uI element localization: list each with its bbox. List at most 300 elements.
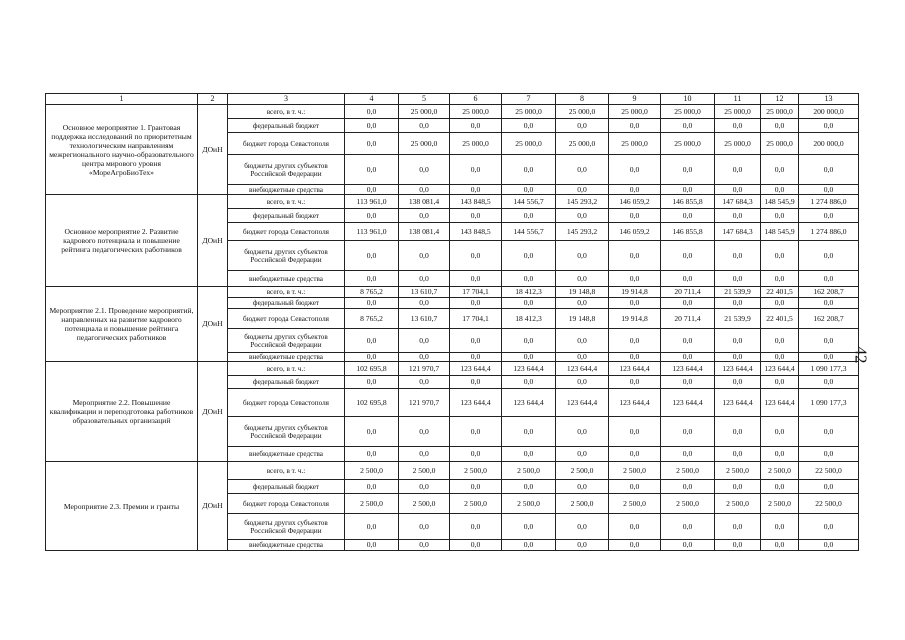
amount-cell: 0,0 [345, 447, 399, 462]
amount-cell: 2 500,0 [715, 462, 761, 480]
amount-cell: 0,0 [450, 376, 502, 389]
amount-cell: 2 500,0 [399, 462, 450, 480]
amount-cell: 0,0 [399, 185, 450, 195]
amount-cell: 1 274 886,0 [799, 223, 859, 241]
amount-cell: 0,0 [502, 417, 556, 447]
amount-cell: 121 970,7 [399, 389, 450, 417]
amount-cell: 25 000,0 [556, 105, 609, 119]
amount-cell: 148 545,9 [761, 195, 799, 209]
amount-cell: 0,0 [799, 376, 859, 389]
amount-cell: 146 059,2 [609, 223, 661, 241]
amount-cell: 0,0 [556, 447, 609, 462]
funding-source: внебюджетные средства [228, 185, 345, 195]
amount-cell: 0,0 [799, 514, 859, 540]
amount-cell: 0,0 [450, 241, 502, 271]
amount-cell: 0,0 [761, 209, 799, 223]
amount-cell: 0,0 [799, 329, 859, 353]
column-number: 11 [715, 94, 761, 105]
amount-cell: 123 644,4 [556, 389, 609, 417]
amount-cell: 0,0 [345, 209, 399, 223]
amount-cell: 146 855,8 [661, 223, 715, 241]
amount-cell: 0,0 [609, 155, 661, 185]
amount-cell: 0,0 [661, 540, 715, 551]
amount-cell: 0,0 [502, 540, 556, 551]
funding-source: федеральный бюджет [228, 480, 345, 494]
amount-cell: 0,0 [450, 447, 502, 462]
amount-cell: 25 000,0 [761, 133, 799, 155]
amount-cell: 0,0 [399, 480, 450, 494]
amount-cell: 0,0 [715, 480, 761, 494]
amount-cell: 162 208,7 [799, 309, 859, 329]
amount-cell: 0,0 [345, 133, 399, 155]
funding-source: бюджеты других субъектов Российской Федерации [228, 329, 345, 353]
budget-table [45, 93, 859, 551]
amount-cell: 0,0 [609, 329, 661, 353]
amount-cell: 0,0 [609, 514, 661, 540]
amount-cell: 0,0 [345, 353, 399, 362]
amount-cell: 2 500,0 [502, 494, 556, 514]
amount-cell: 0,0 [556, 480, 609, 494]
amount-cell: 0,0 [661, 376, 715, 389]
amount-cell: 8 765,2 [345, 309, 399, 329]
amount-cell: 144 556,7 [502, 223, 556, 241]
amount-cell: 0,0 [661, 209, 715, 223]
amount-cell: 20 711,4 [661, 309, 715, 329]
amount-cell: 0,0 [799, 241, 859, 271]
amount-cell: 123 644,4 [502, 362, 556, 376]
amount-cell: 0,0 [502, 329, 556, 353]
amount-cell: 0,0 [609, 185, 661, 195]
amount-cell: 0,0 [761, 298, 799, 309]
amount-cell: 123 644,4 [450, 389, 502, 417]
funding-source: внебюджетные средства [228, 540, 345, 551]
amount-cell: 0,0 [556, 271, 609, 287]
amount-cell: 121 970,7 [399, 362, 450, 376]
amount-cell: 0,0 [715, 298, 761, 309]
table-row [46, 462, 859, 480]
column-number: 9 [609, 94, 661, 105]
amount-cell: 0,0 [715, 271, 761, 287]
amount-cell: 0,0 [799, 480, 859, 494]
funding-source: бюджеты других субъектов Российской Федерации [228, 241, 345, 271]
amount-cell: 2 500,0 [715, 494, 761, 514]
funding-source: федеральный бюджет [228, 376, 345, 389]
amount-cell: 0,0 [556, 514, 609, 540]
amount-cell: 0,0 [661, 353, 715, 362]
amount-cell: 0,0 [345, 271, 399, 287]
amount-cell: 123 644,4 [609, 389, 661, 417]
amount-cell: 102 695,8 [345, 362, 399, 376]
amount-cell: 148 545,9 [761, 223, 799, 241]
amount-cell: 8 765,2 [345, 287, 399, 298]
amount-cell: 0,0 [799, 209, 859, 223]
amount-cell: 25 000,0 [556, 133, 609, 155]
amount-cell: 21 539,9 [715, 287, 761, 298]
funding-source: бюджеты других субъектов Российской Федерации [228, 417, 345, 447]
amount-cell: 2 500,0 [399, 494, 450, 514]
amount-cell: 0,0 [556, 329, 609, 353]
amount-cell: 0,0 [715, 417, 761, 447]
funding-source: федеральный бюджет [228, 298, 345, 309]
amount-cell: 0,0 [799, 540, 859, 551]
amount-cell: 25 000,0 [450, 133, 502, 155]
amount-cell: 25 000,0 [502, 105, 556, 119]
activity-name: Мероприятие 2.3. Премии и гранты [46, 462, 198, 551]
amount-cell: 2 500,0 [761, 494, 799, 514]
amount-cell: 0,0 [661, 480, 715, 494]
amount-cell: 123 644,4 [556, 362, 609, 376]
amount-cell: 25 000,0 [609, 133, 661, 155]
amount-cell: 0,0 [345, 376, 399, 389]
amount-cell: 0,0 [399, 155, 450, 185]
amount-cell: 0,0 [399, 271, 450, 287]
amount-cell: 145 293,2 [556, 195, 609, 209]
funding-source: всего, в т. ч.: [228, 105, 345, 119]
amount-cell: 0,0 [345, 119, 399, 133]
amount-cell: 0,0 [399, 514, 450, 540]
amount-cell: 2 500,0 [556, 462, 609, 480]
amount-cell: 0,0 [799, 353, 859, 362]
executor: ДОиН [198, 462, 228, 551]
amount-cell: 19 148,8 [556, 309, 609, 329]
amount-cell: 147 684,3 [715, 223, 761, 241]
executor: ДОиН [198, 195, 228, 287]
amount-cell: 162 208,7 [799, 287, 859, 298]
amount-cell: 0,0 [761, 480, 799, 494]
amount-cell: 22 500,0 [799, 462, 859, 480]
amount-cell: 0,0 [502, 447, 556, 462]
funding-source: бюджет города Севастополя [228, 309, 345, 329]
amount-cell: 2 500,0 [556, 494, 609, 514]
amount-cell: 0,0 [556, 376, 609, 389]
amount-cell: 123 644,4 [761, 362, 799, 376]
amount-cell: 25 000,0 [399, 105, 450, 119]
amount-cell: 0,0 [556, 241, 609, 271]
amount-cell: 0,0 [450, 185, 502, 195]
amount-cell: 22 500,0 [799, 494, 859, 514]
amount-cell: 0,0 [799, 185, 859, 195]
amount-cell: 146 855,8 [661, 195, 715, 209]
funding-source: бюджет города Севастополя [228, 494, 345, 514]
amount-cell: 0,0 [502, 298, 556, 309]
amount-cell: 0,0 [715, 119, 761, 133]
amount-cell: 0,0 [450, 155, 502, 185]
amount-cell: 25 000,0 [715, 105, 761, 119]
amount-cell: 0,0 [609, 271, 661, 287]
funding-source: внебюджетные средства [228, 271, 345, 287]
amount-cell: 0,0 [715, 514, 761, 540]
amount-cell: 2 500,0 [661, 494, 715, 514]
amount-cell: 0,0 [761, 376, 799, 389]
column-number: 8 [556, 94, 609, 105]
amount-cell: 0,0 [399, 353, 450, 362]
amount-cell: 138 081,4 [399, 223, 450, 241]
amount-cell: 22 401,5 [761, 309, 799, 329]
amount-cell: 0,0 [345, 480, 399, 494]
amount-cell: 0,0 [556, 155, 609, 185]
amount-cell: 0,0 [502, 353, 556, 362]
amount-cell: 0,0 [399, 298, 450, 309]
amount-cell: 0,0 [399, 119, 450, 133]
amount-cell: 123 644,4 [450, 362, 502, 376]
amount-cell: 0,0 [502, 376, 556, 389]
amount-cell: 25 000,0 [761, 105, 799, 119]
activity-name: Мероприятие 2.1. Проведение мероприятий, направленных на развитие кадрового потенциала и повышение рейтинга педагогических работников [46, 287, 198, 362]
amount-cell: 2 500,0 [450, 494, 502, 514]
amount-cell: 123 644,4 [715, 389, 761, 417]
amount-cell: 0,0 [399, 329, 450, 353]
amount-cell: 123 644,4 [761, 389, 799, 417]
amount-cell: 0,0 [450, 209, 502, 223]
column-number: 13 [799, 94, 859, 105]
amount-cell: 0,0 [345, 298, 399, 309]
amount-cell: 0,0 [761, 241, 799, 271]
funding-source: бюджет города Севастополя [228, 389, 345, 417]
amount-cell: 0,0 [556, 185, 609, 195]
amount-cell: 0,0 [761, 447, 799, 462]
amount-cell: 0,0 [345, 329, 399, 353]
amount-cell: 13 610,7 [399, 287, 450, 298]
amount-cell: 0,0 [450, 298, 502, 309]
executor: ДОиН [198, 362, 228, 462]
amount-cell: 0,0 [502, 119, 556, 133]
amount-cell: 0,0 [450, 353, 502, 362]
amount-cell: 2 500,0 [345, 462, 399, 480]
amount-cell: 0,0 [661, 447, 715, 462]
amount-cell: 0,0 [715, 353, 761, 362]
amount-cell: 0,0 [761, 119, 799, 133]
funding-source: всего, в т. ч.: [228, 195, 345, 209]
amount-cell: 0,0 [609, 417, 661, 447]
amount-cell: 0,0 [556, 119, 609, 133]
amount-cell: 2 500,0 [661, 462, 715, 480]
amount-cell: 17 704,1 [450, 309, 502, 329]
amount-cell: 0,0 [502, 155, 556, 185]
amount-cell: 145 293,2 [556, 223, 609, 241]
amount-cell: 0,0 [661, 271, 715, 287]
amount-cell: 123 644,4 [661, 389, 715, 417]
amount-cell: 0,0 [556, 298, 609, 309]
amount-cell: 0,0 [661, 329, 715, 353]
amount-cell: 0,0 [609, 353, 661, 362]
amount-cell: 0,0 [715, 447, 761, 462]
amount-cell: 0,0 [661, 514, 715, 540]
amount-cell: 1 090 177,3 [799, 389, 859, 417]
funding-source: бюджет города Севастополя [228, 133, 345, 155]
column-number: 7 [502, 94, 556, 105]
amount-cell: 0,0 [399, 417, 450, 447]
amount-cell: 25 000,0 [450, 105, 502, 119]
amount-cell: 0,0 [556, 209, 609, 223]
amount-cell: 0,0 [399, 209, 450, 223]
amount-cell: 25 000,0 [661, 133, 715, 155]
amount-cell: 0,0 [715, 540, 761, 551]
funding-source: бюджеты других субъектов Российской Федерации [228, 155, 345, 185]
amount-cell: 0,0 [450, 417, 502, 447]
amount-cell: 13 610,7 [399, 309, 450, 329]
amount-cell: 0,0 [761, 271, 799, 287]
amount-cell: 123 644,4 [502, 389, 556, 417]
amount-cell: 0,0 [761, 329, 799, 353]
amount-cell: 123 644,4 [609, 362, 661, 376]
funding-source: внебюджетные средства [228, 353, 345, 362]
amount-cell: 22 401,5 [761, 287, 799, 298]
column-number: 5 [399, 94, 450, 105]
amount-cell: 143 848,5 [450, 223, 502, 241]
amount-cell: 0,0 [661, 155, 715, 185]
amount-cell: 0,0 [715, 241, 761, 271]
amount-cell: 0,0 [502, 514, 556, 540]
amount-cell: 0,0 [799, 417, 859, 447]
amount-cell: 0,0 [345, 540, 399, 551]
amount-cell: 2 500,0 [450, 462, 502, 480]
amount-cell: 0,0 [661, 241, 715, 271]
amount-cell: 144 556,7 [502, 195, 556, 209]
amount-cell: 147 684,3 [715, 195, 761, 209]
amount-cell: 0,0 [450, 514, 502, 540]
amount-cell: 0,0 [715, 155, 761, 185]
amount-cell: 0,0 [609, 447, 661, 462]
amount-cell: 200 000,0 [799, 133, 859, 155]
amount-cell: 0,0 [450, 540, 502, 551]
amount-cell: 25 000,0 [609, 105, 661, 119]
amount-cell: 0,0 [609, 480, 661, 494]
funding-source: всего, в т. ч.: [228, 462, 345, 480]
amount-cell: 102 695,8 [345, 389, 399, 417]
amount-cell: 0,0 [345, 417, 399, 447]
amount-cell: 18 412,3 [502, 309, 556, 329]
amount-cell: 0,0 [761, 514, 799, 540]
amount-cell: 19 148,8 [556, 287, 609, 298]
amount-cell: 0,0 [799, 447, 859, 462]
amount-cell: 0,0 [761, 417, 799, 447]
amount-cell: 0,0 [609, 298, 661, 309]
amount-cell: 113 961,0 [345, 223, 399, 241]
page-number: 42 [851, 346, 871, 364]
column-number: 2 [198, 94, 228, 105]
column-number: 1 [46, 94, 198, 105]
amount-cell: 0,0 [556, 353, 609, 362]
amount-cell: 1 090 177,3 [799, 362, 859, 376]
amount-cell: 0,0 [715, 185, 761, 195]
column-number-row [46, 94, 859, 105]
amount-cell: 0,0 [715, 209, 761, 223]
amount-cell: 0,0 [345, 514, 399, 540]
amount-cell: 25 000,0 [715, 133, 761, 155]
amount-cell: 0,0 [502, 271, 556, 287]
amount-cell: 0,0 [345, 105, 399, 119]
amount-cell: 0,0 [661, 119, 715, 133]
amount-cell: 0,0 [799, 155, 859, 185]
activity-name: Мероприятие 2.2. Повышение квалификации и переподготовка работников образовательных организаций [46, 362, 198, 462]
amount-cell: 143 848,5 [450, 195, 502, 209]
table-row [46, 105, 859, 119]
amount-cell: 0,0 [556, 417, 609, 447]
amount-cell: 2 500,0 [609, 494, 661, 514]
amount-cell: 25 000,0 [502, 133, 556, 155]
amount-cell: 0,0 [399, 376, 450, 389]
funding-source: всего, в т. ч.: [228, 362, 345, 376]
amount-cell: 123 644,4 [661, 362, 715, 376]
amount-cell: 0,0 [715, 376, 761, 389]
amount-cell: 113 961,0 [345, 195, 399, 209]
amount-cell: 0,0 [761, 155, 799, 185]
amount-cell: 0,0 [609, 376, 661, 389]
amount-cell: 0,0 [450, 480, 502, 494]
amount-cell: 2 500,0 [609, 462, 661, 480]
funding-source: федеральный бюджет [228, 119, 345, 133]
executor: ДОиН [198, 287, 228, 362]
amount-cell: 0,0 [661, 298, 715, 309]
amount-cell: 0,0 [399, 241, 450, 271]
amount-cell: 0,0 [609, 209, 661, 223]
amount-cell: 0,0 [799, 298, 859, 309]
amount-cell: 0,0 [661, 185, 715, 195]
amount-cell: 19 914,8 [609, 309, 661, 329]
amount-cell: 21 539,9 [715, 309, 761, 329]
amount-cell: 25 000,0 [399, 133, 450, 155]
activity-name: Основное мероприятие 1. Грантовая поддержка исследований по приоритетным технологическим направлениям межрегионального научно-образовательного центра мирового уровня «МореАгроБиоТех» [46, 105, 198, 195]
amount-cell: 0,0 [761, 185, 799, 195]
amount-cell: 0,0 [761, 540, 799, 551]
amount-cell: 19 914,8 [609, 287, 661, 298]
amount-cell: 0,0 [450, 119, 502, 133]
amount-cell: 0,0 [399, 447, 450, 462]
amount-cell: 146 059,2 [609, 195, 661, 209]
amount-cell: 123 644,4 [715, 362, 761, 376]
table-row [46, 362, 859, 376]
activity-name: Основное мероприятие 2. Развитие кадрового потенциала и повышение рейтинга педагогических работников [46, 195, 198, 287]
amount-cell: 0,0 [450, 271, 502, 287]
amount-cell: 0,0 [345, 155, 399, 185]
amount-cell: 2 500,0 [761, 462, 799, 480]
amount-cell: 0,0 [609, 241, 661, 271]
amount-cell: 0,0 [450, 329, 502, 353]
funding-source: бюджеты других субъектов Российской Федерации [228, 514, 345, 540]
amount-cell: 0,0 [399, 540, 450, 551]
amount-cell: 0,0 [502, 209, 556, 223]
amount-cell: 0,0 [345, 241, 399, 271]
amount-cell: 0,0 [502, 480, 556, 494]
column-number: 10 [661, 94, 715, 105]
funding-source: федеральный бюджет [228, 209, 345, 223]
table-row [46, 287, 859, 298]
amount-cell: 0,0 [715, 329, 761, 353]
amount-cell: 2 500,0 [502, 462, 556, 480]
amount-cell: 0,0 [661, 417, 715, 447]
amount-cell: 18 412,3 [502, 287, 556, 298]
column-number: 4 [345, 94, 399, 105]
amount-cell: 0,0 [345, 185, 399, 195]
amount-cell: 0,0 [609, 119, 661, 133]
amount-cell: 0,0 [761, 353, 799, 362]
amount-cell: 0,0 [799, 271, 859, 287]
column-number: 3 [228, 94, 345, 105]
funding-source: всего, в т. ч.: [228, 287, 345, 298]
amount-cell: 1 274 886,0 [799, 195, 859, 209]
amount-cell: 17 704,1 [450, 287, 502, 298]
column-number: 6 [450, 94, 502, 105]
amount-cell: 0,0 [799, 119, 859, 133]
amount-cell: 138 081,4 [399, 195, 450, 209]
amount-cell: 200 000,0 [799, 105, 859, 119]
amount-cell: 0,0 [502, 185, 556, 195]
amount-cell: 20 711,4 [661, 287, 715, 298]
amount-cell: 2 500,0 [345, 494, 399, 514]
amount-cell: 0,0 [609, 540, 661, 551]
table-row [46, 195, 859, 209]
funding-source: внебюджетные средства [228, 447, 345, 462]
